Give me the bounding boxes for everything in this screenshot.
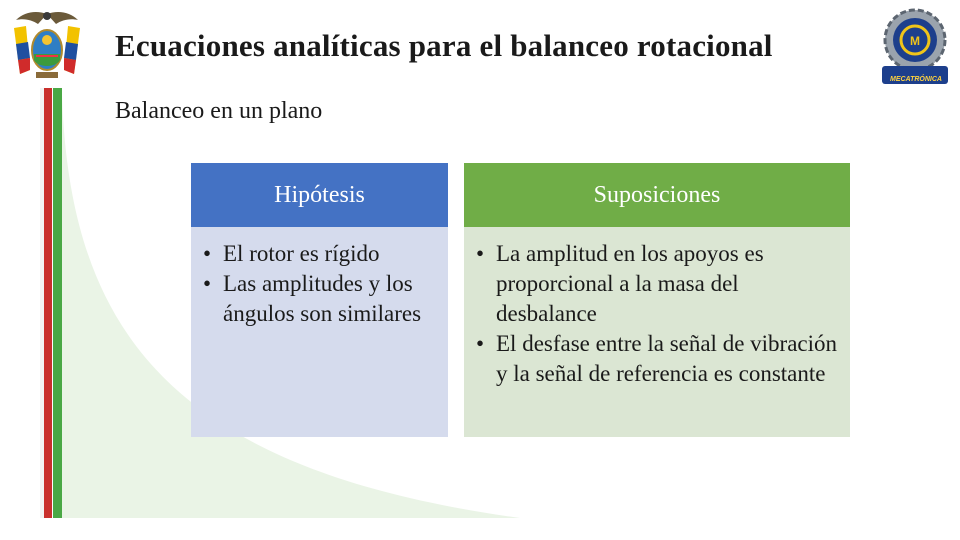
slide-subtitle: Balanceo en un plano (115, 98, 323, 124)
assumption-item: • La amplitud en los apoyos es proporcional a la masa del desbalance (470, 239, 840, 329)
slide-title: Ecuaciones analíticas para el balanceo rotacional (115, 28, 773, 63)
emblem-caption: MECATRÓNICA (890, 76, 942, 83)
ecuador-coat-of-arms-icon (6, 8, 88, 84)
assumption-item: • El desfase entre la señal de vibración y la señal de referencia es constante (470, 329, 840, 389)
left-stripe-red (44, 88, 52, 518)
assumptions-header-label: Suposiciones (593, 181, 721, 208)
hypothesis-header (191, 163, 448, 227)
assumptions-list (470, 239, 840, 389)
left-stripe-green (53, 88, 62, 518)
svg-text:M: M (910, 34, 920, 48)
assumptions-header (464, 163, 850, 227)
hypothesis-list (197, 239, 438, 329)
hypothesis-item: • Las amplitudes y los ángulos son similares (197, 269, 438, 329)
hypothesis-item: • El rotor es rígido (197, 239, 438, 269)
hypothesis-body (191, 227, 448, 437)
hypothesis-header-label: Hipótesis (274, 181, 365, 208)
espe-mecatronica-emblem-icon (878, 6, 952, 86)
assumptions-body (464, 227, 850, 437)
